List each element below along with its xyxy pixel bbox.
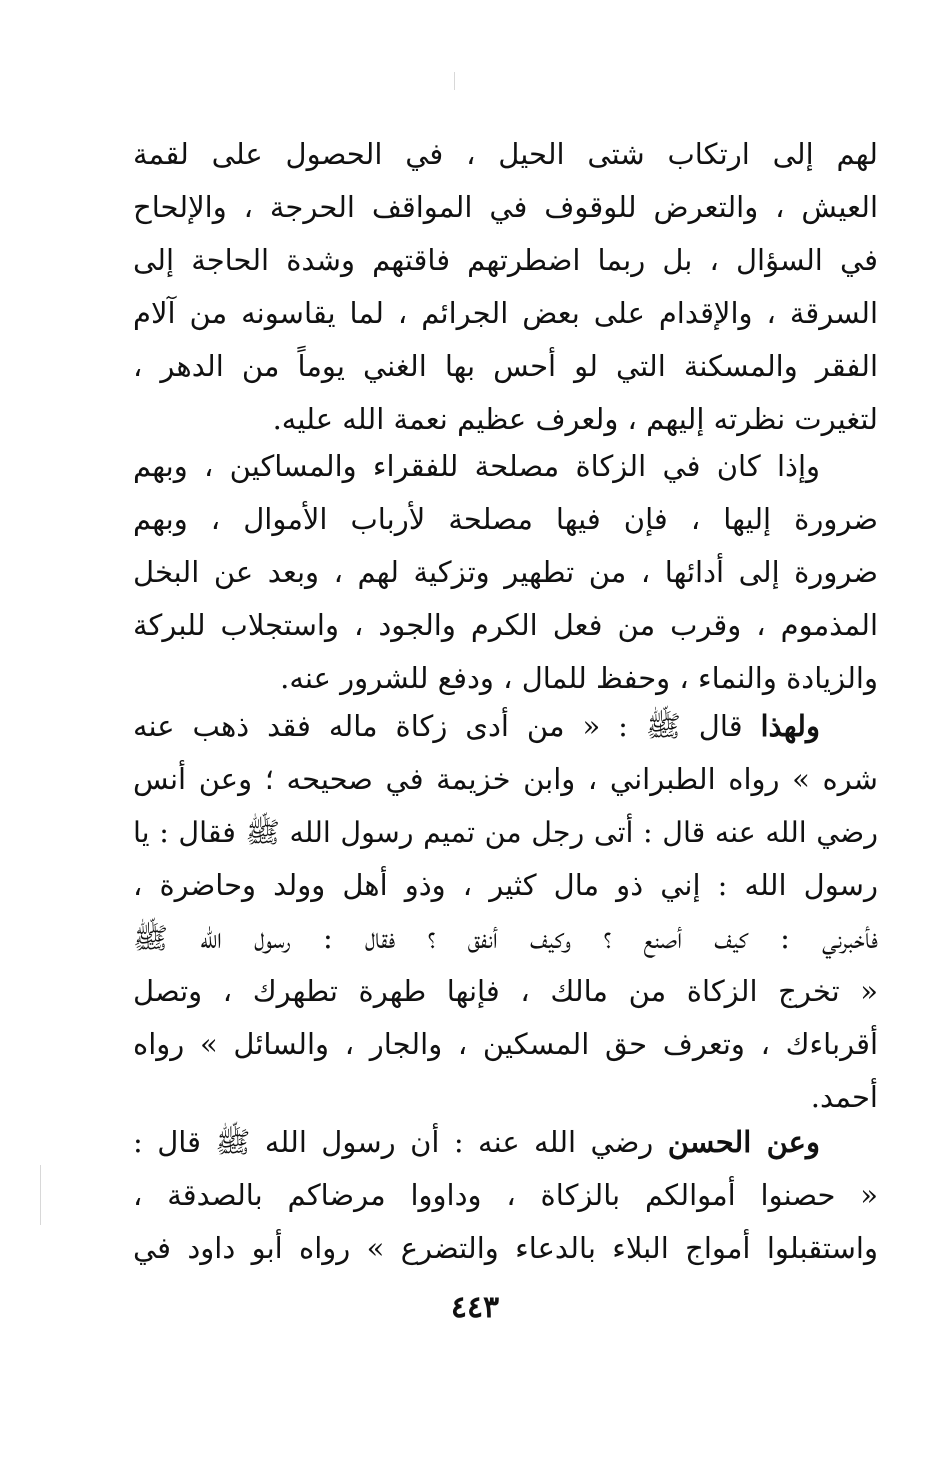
text-line: وإذا كان في الزكاة مصلحة للفقراء والمساكين ، وبهم [133,449,820,483]
text-line: رضي الله عنه قال : أتى رجل من تميم رسول الله ﷺ فقال : يا [133,816,878,849]
text-line: الفقر والمسكنة التي لو أحس بها الغني يوماً من الدهر ، [133,349,878,383]
text-line [133,700,878,753]
scan-mark-left [40,1165,41,1225]
text-line: المذموم ، وقرب من فعل الكرم والجود ، واستجلاب للبركة [133,608,878,642]
text-line: أقرباءك ، وتعرف حق المسكين ، والجار ، والسائل » رواه [133,1027,878,1061]
paragraph-4 [133,1116,878,1275]
text-line: ضرورة إليها ، فإن فيها مصلحة لأرباب الأموال ، وبهم [133,502,878,536]
scan-mark-top [454,72,455,90]
text-line [133,1116,878,1169]
text-line: في السؤال ، بل ربما اضطرتهم فاقتهم وشدة الحاجة إلى [133,243,878,277]
text-line: العيش ، والتعرض للوقوف في المواقف الحرجة ، والإلحاح [133,190,878,224]
paragraph-lead: ولهذا [760,709,820,743]
text-line: « حصنوا أموالكم بالزكاة ، وداووا مرضاكم بالصدقة ، [133,1178,878,1212]
text-line: ضرورة إلى أدائها ، من تطهير وتزكية لهم ، وبعد عن البخل [133,555,878,589]
text-line: رسول الله : إني ذو مال كثير ، وذو أهل وولد وحاضرة ، [133,868,878,902]
text-line: لهم إلى ارتكاب شتى الحيل ، في الحصول على لقمة [133,137,878,171]
text-line: أحمد. [810,1080,878,1114]
text-line: شره » رواه الطبراني ، وابن خزيمة في صحيحه ؛ وعن أنس [133,762,878,796]
text-line: فأخبرني : كيف أصنع ؟ وكيف أنفق ؟ فقال : رسول الله ﷺ [133,921,878,955]
page-number: ٤٤٣ [450,1290,500,1325]
paragraph-lead: وعن الحسن [667,1125,820,1159]
text-line: والزيادة والنماء ، وحفظ للمال ، ودفع للشرور عنه. [280,661,878,695]
text-run: رضي الله عنه : أن رسول الله ﷺ قال : [133,1125,654,1159]
text-line: لتغيرت نظرته إليهم ، ولعرف عظيم نعمة الله عليه. [272,402,878,436]
paragraph-2 [133,440,878,705]
paragraph-1 [133,128,878,446]
text-line: السرقة ، والإقدام على بعض الجرائم ، لما يقاسونه من آلام [133,296,878,330]
text-run: قال ﷺ : « من أدى زكاة ماله فقد ذهب عنه [133,709,743,743]
paragraph-3 [133,700,878,1124]
text-line: « تخرج الزكاة من مالك ، فإنها طهرة تطهرك ، وتصل [133,974,878,1008]
text-line: واستقبلوا أمواج البلاء بالدعاء والتضرع » رواه أبو داود في [133,1231,878,1265]
